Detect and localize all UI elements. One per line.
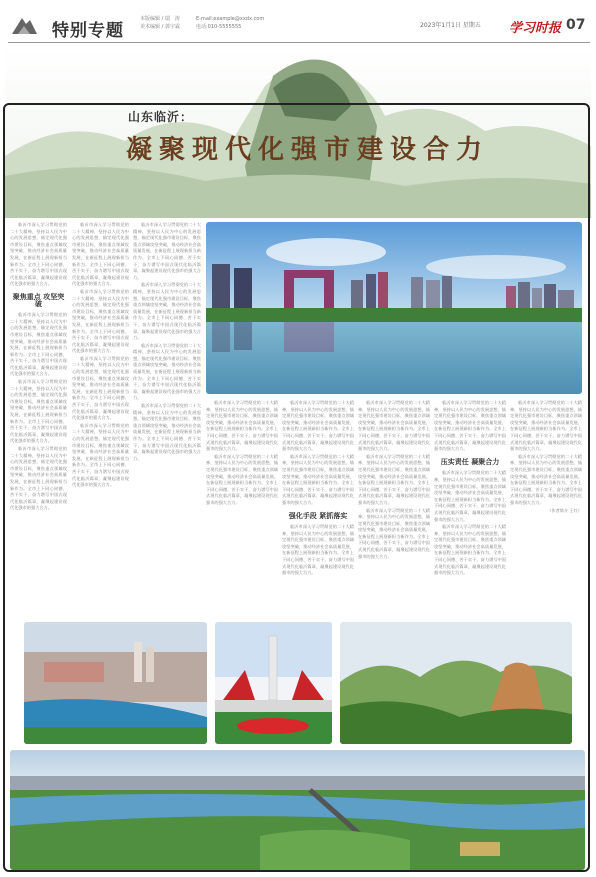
mountain-forest-landscape-photo xyxy=(340,622,572,744)
section-logo-icon xyxy=(10,14,38,36)
section-heading-1: 聚焦重点 攻坚突破 xyxy=(12,292,65,308)
header-divider xyxy=(8,42,590,43)
text-column-4: 临沂市深入学习贯彻党的二十大精神，坚持以人民为中心的发展思想，锚定现代化强市建设目标，聚焦重点领域攻坚突破，推动经济社会高质量发展，在新征程上展现新担当新作为。全市上下同心同德、苦干实干，奋力谱写中国式现代化临沂篇章，凝聚起建设现代化强市的强大合力。 临沂市深入学习贯彻党的二十大精神，坚持以人民为中心的发展思想，锚定现代化强市建设目标，聚焦重点领域攻坚突破，推动经济社会高质量发展，在新征程上展现新担当新作为。全市上下同心同德、苦干实干，奋力谱写中国式现代化临沂篇章，凝聚起建设现代化强市的强大合力。 xyxy=(206,400,278,505)
text-column-7: 临沂市深入学习贯彻党的二十大精神，坚持以人民为中心的发展思想，锚定现代化强市建设目标，聚焦重点领域攻坚突破，推动经济社会高质量发展，在新征程上展现新担当新作为。全市上下同心同德、苦干实干，奋力谱写中国式现代化临沂篇章，凝聚起建设现代化强市的强大合力。 压实责任 凝聚合力 临沂市深入学习贯彻党的二十大精神，坚持以人民为中心的发展思想，锚定现代化强市建设目标，聚焦重点领域攻坚突破，推动经济社会高质量发展，在新征程上展现新担当新作为。全市上下同心同德、苦干实干，奋力谱写中国式现代化临沂篇章，凝聚起建设现代化强市的强大合力。 临沂市深入学习贯彻党的二十大精神，坚持以人民为中心的发展思想，锚定现代化强市建设目标，聚焦重点领域攻坚突破，推动经济社会高质量发展，在新征程上展现新担当新作为。全市上下同心同德、苦干实干，奋力谱写中国式现代化临沂篇章，凝聚起建设现代化强市的强大合力。 xyxy=(434,400,506,576)
text-column-3: 临沂市深入学习贯彻党的二十大精神，坚持以人民为中心的发展思想，锚定现代化强市建设目标，聚焦重点领域攻坚突破，推动经济社会高质量发展，在新征程上展现新担当新作为。全市上下同心同德、苦干实干，奋力谱写中国式现代化临沂篇章，凝聚起建设现代化强市的强大合力。 临沂市深入学习贯彻党的二十大精神，坚持以人民为中心的发展思想，锚定现代化强市建设目标，聚焦重点领域攻坚突破，推动经济社会高质量发展，在新征程上展现新担当新作为。全市上下同心同德、苦干实干，奋力谱写中国式现代化临沂篇章，凝聚起建设现代化强市的强大合力。 临沂市深入学习贯彻党的二十大精神，坚持以人民为中心的发展思想，锚定现代化强市建设目标，聚焦重点领域攻坚突破，推动经济社会高质量发展，在新征程上展现新担当新作为。全市上下同心同德、苦干实干，奋力谱写中国式现代化临沂篇章，凝聚起建设现代化强市的强大合力。 临沂市深入学习贯彻党的二十大精神，坚持以人民为中心的发展思想，锚定现代化强市建设目标，聚焦重点领域攻坚突破，推动经济社会高质量发展，在新征程上展现新担当新作为。全市上下同心同德、苦干实干，奋力谱写中国式现代化临沂篇章，凝聚起建设现代化强市的强大合力。 xyxy=(133,222,201,461)
section-title: 特别专题 xyxy=(52,21,124,41)
text-column-2: 临沂市深入学习贯彻党的二十大精神，坚持以人民为中心的发展思想，锚定现代化强市建设目标，聚焦重点领域攻坚突破，推动经济社会高质量发展，在新征程上展现新担当新作为。全市上下同心同德、苦干实干，奋力谱写中国式现代化临沂篇章，凝聚起建设现代化强市的强大合力。 临沂市深入学习贯彻党的二十大精神，坚持以人民为中心的发展思想，锚定现代化强市建设目标，聚焦重点领域攻坚突破，推动经济社会高质量发展，在新征程上展现新担当新作为。全市上下同心同德、苦干实干，奋力谱写中国式现代化临沂篇章，凝聚起建设现代化强市的强大合力。 临沂市深入学习贯彻党的二十大精神，坚持以人民为中心的发展思想，锚定现代化强市建设目标，聚焦重点领域攻坚突破，推动经济社会高质量发展，在新征程上展现新担当新作为。全市上下同心同德、苦干实干，奋力谱写中国式现代化临沂篇章，凝聚起建设现代化强市的强大合力。 临沂市深入学习贯彻党的二十大精神，坚持以人民为中心的发展思想，锚定现代化强市建设目标，聚焦重点领域攻坚突破，推动经济社会高质量发展，在新征程上展现新担当新作为。全市上下同心同德、苦干实干，奋力谱写中国式现代化临沂篇章，凝聚起建设现代化强市的强大合力。 xyxy=(72,222,129,488)
section-heading-3: 压实责任 凝聚合力 xyxy=(440,457,500,466)
section-heading-2: 强化手段 紧抓落实 xyxy=(288,511,348,520)
page-header xyxy=(0,0,596,44)
article-subtitle: 山东临沂： xyxy=(128,110,194,124)
river-bridge-aerial-panorama-photo xyxy=(10,750,585,870)
editor-credits: 本版编辑 / 瑞 涛 美术编辑 / 郭宇霖 xyxy=(140,16,180,30)
text-column-6: 临沂市深入学习贯彻党的二十大精神，坚持以人民为中心的发展思想，锚定现代化强市建设目标，聚焦重点领域攻坚突破，推动经济社会高质量发展，在新征程上展现新担当新作为。全市上下同心同德、苦干实干，奋力谱写中国式现代化临沂篇章，凝聚起建设现代化强市的强大合力。 临沂市深入学习贯彻党的二十大精神，坚持以人民为中心的发展思想，锚定现代化强市建设目标，聚焦重点领域攻坚突破，推动经济社会高质量发展，在新征程上展现新担当新作为。全市上下同心同德、苦干实干，奋力谱写中国式现代化临沂篇章，凝聚起建设现代化强市的强大合力。 临沂市深入学习贯彻党的二十大精神，坚持以人民为中心的发展思想，锚定现代化强市建设目标，聚焦重点领域攻坚突破，推动经济社会高质量发展，在新征程上展现新担当新作为。全市上下同心同德、苦干实干，奋力谱写中国式现代化临沂篇章，凝聚起建设现代化强市的强大合力。 xyxy=(358,400,430,559)
byline: （作者简介 王红） xyxy=(547,507,582,513)
text-column-8: 临沂市深入学习贯彻党的二十大精神，坚持以人民为中心的发展思想，锚定现代化强市建设目标，聚焦重点领域攻坚突破，推动经济社会高质量发展，在新征程上展现新担当新作为。全市上下同心同德、苦干实干，奋力谱写中国式现代化临沂篇章，凝聚起建设现代化强市的强大合力。 临沂市深入学习贯彻党的二十大精神，坚持以人民为中心的发展思想，锚定现代化强市建设目标，聚焦重点领域攻坚突破，推动经济社会高质量发展，在新征程上展现新担当新作为。全市上下同心同德、苦干实干，奋力谱写中国式现代化临沂篇章，凝聚起建设现代化强市的强大合力。 （作者简介 王红） xyxy=(510,400,582,513)
contact-info: E-mail:example@xxdx.com 电话:010-5555555 xyxy=(196,16,265,30)
text-column-5: 临沂市深入学习贯彻党的二十大精神，坚持以人民为中心的发展思想，锚定现代化强市建设目标，聚焦重点领域攻坚突破，推动经济社会高质量发展，在新征程上展现新担当新作为。全市上下同心同德、苦干实干，奋力谱写中国式现代化临沂篇章，凝聚起建设现代化强市的强大合力。 临沂市深入学习贯彻党的二十大精神，坚持以人民为中心的发展思想，锚定现代化强市建设目标，聚焦重点领域攻坚突破，推动经济社会高质量发展，在新征程上展现新担当新作为。全市上下同心同德、苦干实干，奋力谱写中国式现代化临沂篇章，凝聚起建设现代化强市的强大合力。 强化手段 紧抓落实 临沂市深入学习贯彻党的二十大精神，坚持以人民为中心的发展思想，锚定现代化强市建设目标，聚焦重点领域攻坚突破，推动经济社会高质量发展，在新征程上展现新担当新作为。全市上下同心同德、苦干实干，奋力谱写中国式现代化临沂篇章，凝聚起建设现代化强市的强大合力。 xyxy=(282,400,354,576)
article-title: 凝聚现代化强市建设合力 xyxy=(126,135,490,165)
page-number: 07 xyxy=(566,17,586,33)
text-column-1: 临沂市深入学习贯彻党的二十大精神，坚持以人民为中心的发展思想，锚定现代化强市建设目标，聚焦重点领域攻坚突破，推动经济社会高质量发展，在新征程上展现新担当新作为。全市上下同心同德、苦干实干，奋力谱写中国式现代化临沂篇章，凝聚起建设现代化强市的强大合力。 聚焦重点 攻坚突破 临沂市深入学习贯彻党的二十大精神，坚持以人民为中心的发展思想，锚定现代化强市建设目标，聚焦重点领域攻坚突破，推动经济社会高质量发展，在新征程上展现新担当新作为。全市上下同心同德、苦干实干，奋力谱写中国式现代化临沂篇章，凝聚起建设现代化强市的强大合力。 临沂市深入学习贯彻党的二十大精神，坚持以人民为中心的发展思想，锚定现代化强市建设目标，聚焦重点领域攻坚突破，推动经济社会高质量发展，在新征程上展现新担当新作为。全市上下同心同德、苦干实干，奋力谱写中国式现代化临沂篇章，凝聚起建设现代化强市的强大合力。 临沂市深入学习贯彻党的二十大精神，坚持以人民为中心的发展思想，锚定现代化强市建设目标，聚焦重点领域攻坚突破，推动经济社会高质量发展，在新征程上展现新担当新作为。全市上下同心同德、苦干实干，奋力谱写中国式现代化临沂篇章，凝聚起建设现代化强市的强大合力。 xyxy=(10,222,67,511)
riverside-city-aerial-photo xyxy=(24,622,207,744)
memorial-monument-photo xyxy=(215,622,332,744)
city-skyline-lake-photo xyxy=(206,222,582,394)
issue-date: 2023年1月1日 星期五 xyxy=(420,22,481,29)
newspaper-logo: 学习时报 xyxy=(509,21,562,36)
